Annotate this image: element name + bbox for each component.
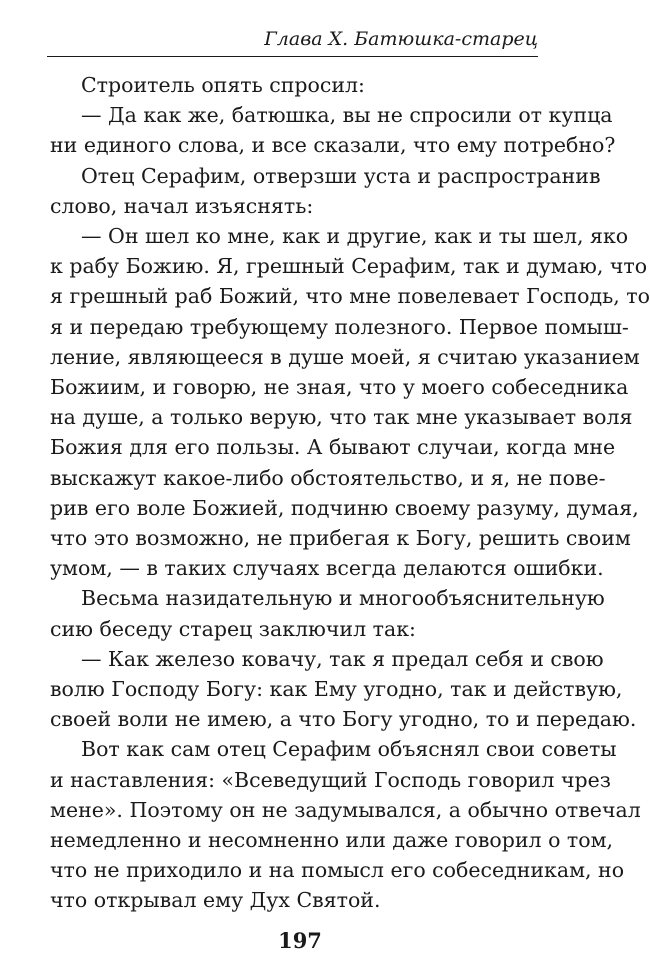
text-line: что открывал ему Дух Святой. xyxy=(50,888,381,913)
text-line: Вот как сам отец Серафим объяснял свои советы xyxy=(81,737,617,762)
text-line: — Как железо ковачу, так я предал себя и свою xyxy=(81,646,604,671)
text-line: волю Господу Богу: как Ему угодно, так и действую, xyxy=(50,677,623,702)
text-line: Божия для его пользы. А бывают случаи, когда мне xyxy=(50,435,616,460)
text-line: — Он шел ко мне, как и другие, как и ты шел, яко xyxy=(81,224,629,249)
text-line: к рабу Божию. Я, грешный Серафим, так и думаю, что xyxy=(50,254,648,279)
text-line: я и передаю требующему полезного. Первое помыш- xyxy=(50,314,629,339)
page-number: 197 xyxy=(278,928,322,953)
text-line: Строитель опять спросил: xyxy=(81,73,365,97)
body-text xyxy=(50,70,650,916)
text-line: и наставления: «Всеведущий Господь говорил чрез xyxy=(50,767,611,792)
text-line: Божиим, и говорю, не зная, что у моего собеседника xyxy=(50,375,629,400)
text-line: умом, — в таких случаях всегда делаются ошибки. xyxy=(50,556,604,581)
text-line: ни единого слова, и все сказали, что ему потребно? xyxy=(50,133,616,158)
header-rule xyxy=(47,56,538,57)
text-line: своей воли не имею, а что Богу угодно, то и передаю. xyxy=(50,707,637,732)
text-line: Весьма назидательную и многообъяснительную xyxy=(81,586,605,611)
running-header: Глава X. Батюшка-старец xyxy=(264,28,538,50)
text-line: сию беседу старец заключил так: xyxy=(50,616,416,641)
text-line: выскажут какое-либо обстоятельство, и я, не пове- xyxy=(50,465,606,490)
text-line: на душе, а только верую, что так мне указывает воля xyxy=(50,405,633,430)
text-line: — Да как же, батюшка, вы не спросили от купца xyxy=(81,103,613,128)
text-line: немедленно и несомненно или даже говорил о том, xyxy=(50,828,614,853)
text-line: что это возможно, не прибегая к Богу, решить своим xyxy=(50,526,631,551)
text-line: Отец Серафим, отверзши уста и распространив xyxy=(81,163,601,188)
text-line: что не приходило и на помысл его собеседникам, но xyxy=(50,858,625,883)
text-line: я грешный раб Божий, что мне повелевает Господь, то xyxy=(50,284,650,309)
text-line: слово, начал изъяснять: xyxy=(50,193,314,218)
text-line: мене». Поэтому он не задумывался, а обычно отвечал xyxy=(50,797,641,822)
text-line: рив его воле Божией, подчиню своему разуму, думая, xyxy=(50,495,639,520)
text-line: ление, являющееся в душе моей, я считаю указанием xyxy=(50,344,640,369)
